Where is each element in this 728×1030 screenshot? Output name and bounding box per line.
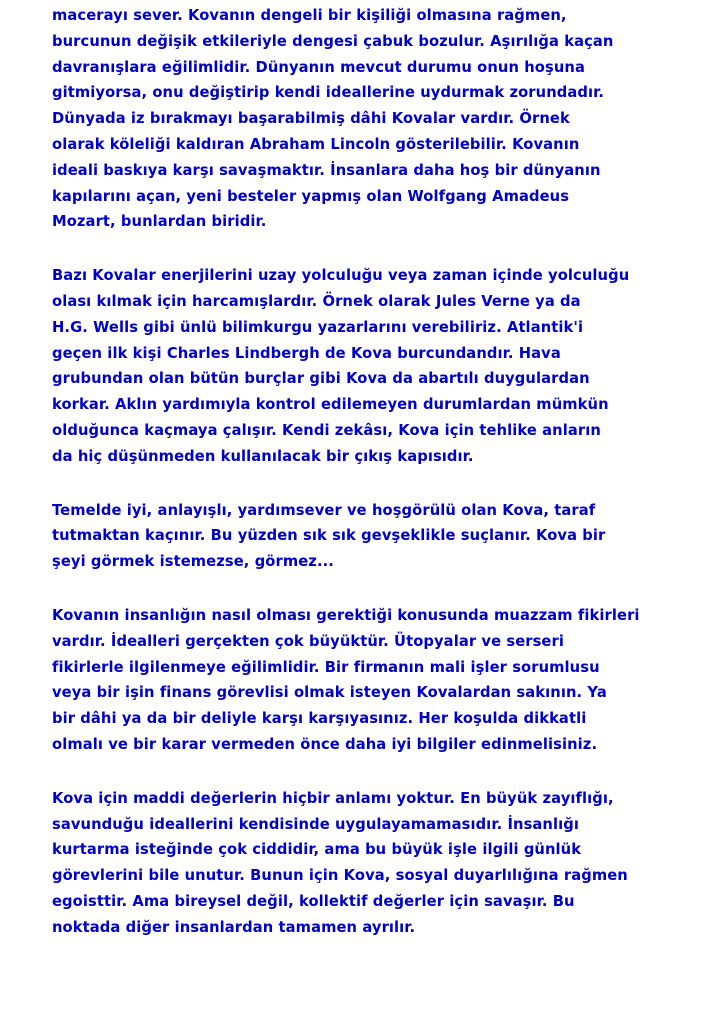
text-line: H.G. Wells gibi ünlü bilimkurgu yazarlarını verebiliriz. Atlantik'i (52, 318, 584, 336)
text-line: kapılarını açan, yeni besteler yapmış olan Wolfgang Amadeus (52, 187, 570, 205)
paragraph-1 (52, 3, 717, 235)
paragraph-2 (52, 263, 717, 469)
text-line: olası kılmak için harcamışlardır. Örnek olarak Jules Verne ya da (52, 292, 581, 310)
paragraph-4 (52, 603, 717, 758)
text-line: Mozart, bunlardan biridir. (52, 213, 267, 231)
text-line: korkar. Aklın yardımıyla kontrol edilemeyen durumlardan mümkün (52, 396, 609, 414)
text-line: tutmaktan kaçınır. Bu yüzden sık sık gevşeklikle suçlanır. Kova bir (52, 527, 606, 545)
text-line: savunduğu ideallerini kendisinde uygulayamamasıdır. İnsanlığı (52, 815, 580, 833)
paragraph-3 (52, 498, 717, 575)
text-line: Dünyada iz bırakmayı başarabilmiş dâhi Kovalar vardır. Örnek (52, 110, 570, 128)
text-line: burcunun değişik etkileriyle dengesi çabuk bozulur. Aşırılığa kaçan (52, 32, 614, 50)
text-line: davranışlara eğilimlidir. Dünyanın mevcut durumu onun hoşuna (52, 58, 585, 76)
text-line: gitmiyorsa, onu değiştirip kendi ideallerine uydurmak zorundadır. (52, 84, 605, 102)
text-line: Kovanın insanlığın nasıl olması gerektiği konusunda muazzam fikirleri (52, 606, 640, 624)
text-line: olarak köleliği kaldıran Abraham Lincoln gösterilebilir. Kovanın (52, 135, 580, 153)
text-line: Kova için maddi değerlerin hiçbir anlamı yoktur. En büyük zayıflığı, (52, 789, 614, 807)
text-line: kurtarma isteğinde çok ciddidir, ama bu büyük işle ilgili günlük (52, 841, 582, 859)
text-line: görevlerini bile unutur. Bunun için Kova, sosyal duyarlılığına rağmen (52, 867, 628, 885)
text-line: da hiç düşünmeden kullanılacak bir çıkış kapısıdır. (52, 447, 474, 465)
text-line: veya bir işin finans görevlisi olmak isteyen Kovalardan sakının. Ya (52, 684, 607, 702)
document-body (52, 3, 717, 969)
text-line: macerayı sever. Kovanın dengeli bir kişiliği olmasına rağmen, (52, 7, 567, 24)
text-line: fikirlerle ilgilenmeye eğilimlidir. Bir firmanın mali işler sorumlusu (52, 658, 600, 676)
text-line: bir dâhi ya da bir deliyle karşı karşıyasınız. Her koşulda dikkatli (52, 710, 587, 728)
text-line: noktada diğer insanlardan tamamen ayrılır. (52, 918, 416, 936)
text-line: Temelde iyi, anlayışlı, yardımsever ve hoşgörülü olan Kova, taraf (52, 501, 596, 519)
text-line: vardır. İdealleri gerçekten çok büyüktür. Ütopyalar ve serseri (52, 632, 564, 650)
paragraph-5 (52, 786, 717, 941)
text-line: ideali baskıya karşı savaşmaktır. İnsanlara daha hoş bir dünyanın (52, 161, 601, 179)
text-line: geçen ilk kişi Charles Lindbergh de Kova burcundandır. Hava (52, 344, 561, 362)
text-line: Bazı Kovalar enerjilerini uzay yolculuğu veya zaman içinde yolculuğu (52, 267, 630, 285)
text-line: olduğunca kaçmaya çalışır. Kendi zekâsı, Kova için tehlike anların (52, 421, 601, 439)
text-line: olmalı ve bir karar vermeden önce daha iyi bilgiler edinmelisiniz. (52, 735, 598, 753)
text-line: şeyi görmek istemezse, görmez... (52, 553, 334, 571)
text-line: grubundan olan bütün burçlar gibi Kova da abartılı duygulardan (52, 370, 590, 388)
text-line: egoisttir. Ama bireysel değil, kollektif değerler için savaşır. Bu (52, 892, 575, 910)
